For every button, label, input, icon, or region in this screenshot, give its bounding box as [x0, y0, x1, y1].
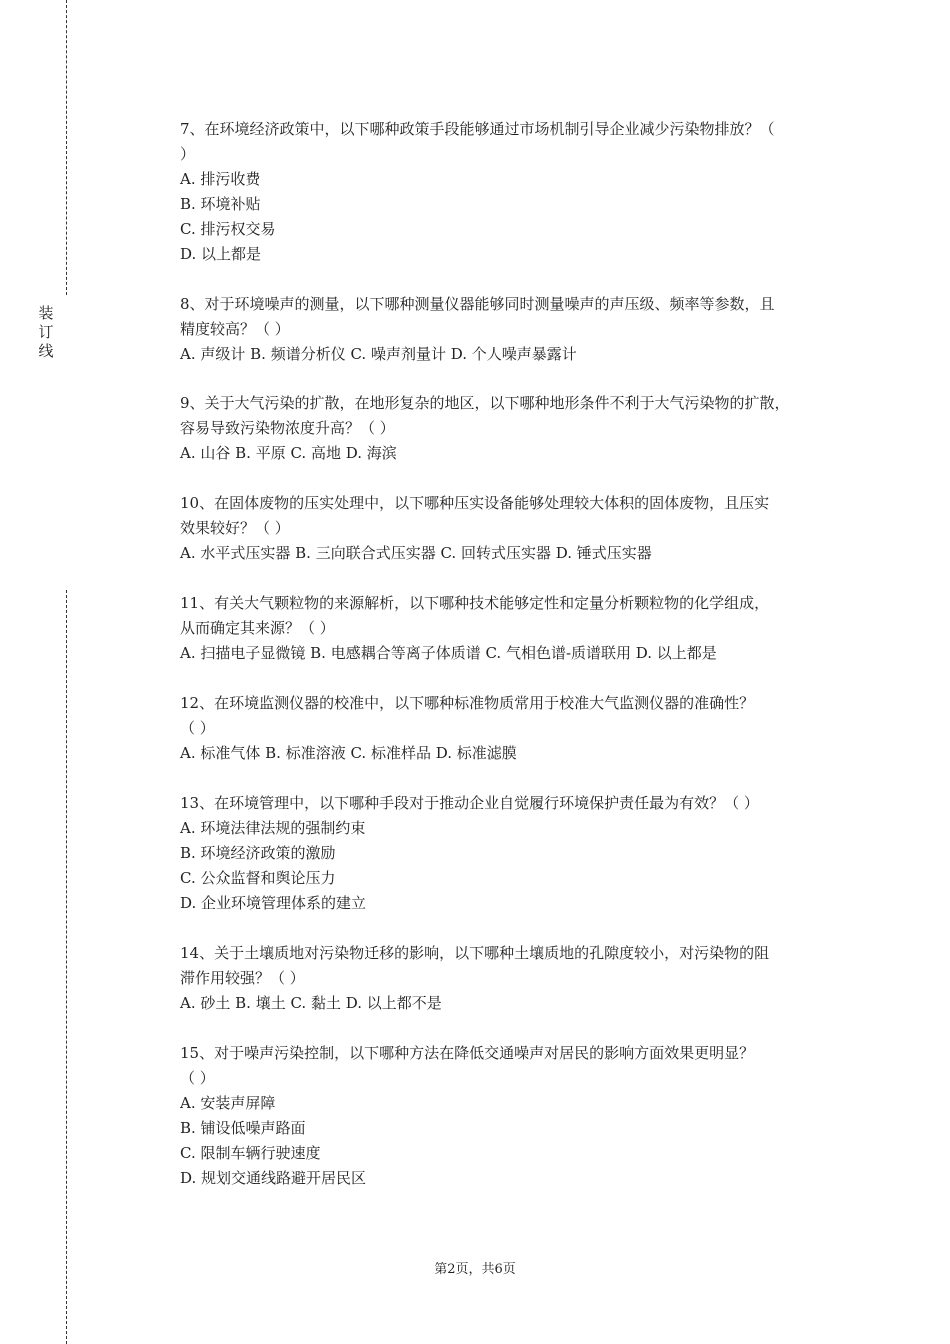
- question-line: C. 公众监督和舆论压力: [180, 869, 336, 887]
- question-text: 11、有关大气颗粒物的来源解析，以下哪种技术能够定性和定量分析颗粒物的化学组成，: [180, 594, 770, 612]
- question-line: A. 声级计 B. 频谱分析仪 C. 噪声剂量计 D. 个人噪声暴露计: [180, 345, 577, 363]
- question-text: 9、关于大气污染的扩散，在地形复杂的地区，以下哪种地形条件不利于大气污染物的扩散，: [180, 394, 790, 412]
- question-line: D. 以上都是: [180, 245, 262, 263]
- question-9: [180, 391, 860, 466]
- question-text: 13、在环境管理中，以下哪种手段对于推动企业自觉履行环境保护责任最为有效？（ ）: [180, 794, 759, 812]
- question-11: [180, 591, 860, 666]
- question-line: 容易导致污染物浓度升高？（ ）: [180, 419, 395, 437]
- question-line: 从而确定其来源？（ ）: [180, 619, 335, 637]
- question-text: 14、关于土壤质地对污染物迁移的影响，以下哪种土壤质地的孔隙度较小，对污染物的阻: [180, 944, 770, 962]
- question-line: A. 安装声屏障: [180, 1094, 276, 1112]
- question-text: 10、在固体废物的压实处理中，以下哪种压实设备能够处理较大体积的固体废物，且压实: [180, 494, 770, 512]
- question-8: [180, 292, 860, 367]
- question-line: D. 企业环境管理体系的建立: [180, 894, 367, 912]
- question-line: 精度较高？（ ）: [180, 320, 290, 338]
- question-line: A. 水平式压实器 B. 三向联合式压实器 C. 回转式压实器 D. 锤式压实器: [180, 544, 652, 562]
- question-line: （ ）: [180, 719, 215, 737]
- question-15: [180, 1041, 860, 1191]
- question-10: [180, 491, 860, 566]
- page-footer: 第2页，共6页: [434, 1262, 516, 1277]
- question-line: B. 环境补贴: [180, 195, 261, 213]
- binding-label: 装订线: [38, 304, 54, 360]
- question-text: 12、在环境监测仪器的校准中，以下哪种标准物质常用于校准大气监测仪器的准确性？: [180, 694, 755, 712]
- question-line: 滞作用较强？（ ）: [180, 969, 305, 987]
- question-text: 15、对于噪声污染控制，以下哪种方法在降低交通噪声对居民的影响方面效果更明显？: [180, 1044, 755, 1062]
- question-line: ）: [180, 145, 196, 163]
- question-line: A. 排污收费: [180, 170, 261, 188]
- question-line: B. 铺设低噪声路面: [180, 1119, 306, 1137]
- question-line: C. 排污权交易: [180, 220, 276, 238]
- binding-line-top: [66, 0, 67, 295]
- question-text: 8、对于环境噪声的测量，以下哪种测量仪器能够同时测量噪声的声压级、频率等参数，且: [180, 295, 775, 313]
- question-7: [180, 117, 860, 267]
- question-line: （ ）: [180, 1069, 215, 1087]
- question-line: B. 环境经济政策的激励: [180, 844, 336, 862]
- question-line: 效果较好？（ ）: [180, 519, 290, 537]
- question-line: A. 砂土 B. 壤土 C. 黏土 D. 以上都不是: [180, 994, 442, 1012]
- question-line: A. 标准气体 B. 标准溶液 C. 标准样品 D. 标准滤膜: [180, 744, 517, 762]
- binding-line-bottom: [66, 590, 67, 1344]
- question-12: [180, 691, 860, 766]
- question-13: [180, 791, 860, 916]
- question-text: 7、在环境经济政策中，以下哪种政策手段能够通过市场机制引导企业减少污染物排放？（: [180, 120, 775, 138]
- question-line: A. 扫描电子显微镜 B. 电感耦合等离子体质谱 C. 气相色谱-质谱联用 D. 以上都是: [180, 644, 717, 662]
- question-line: A. 山谷 B. 平原 C. 高地 D. 海滨: [180, 444, 397, 462]
- question-14: [180, 941, 860, 1016]
- question-line: A. 环境法律法规的强制约束: [180, 819, 366, 837]
- question-line: C. 限制车辆行驶速度: [180, 1144, 321, 1162]
- question-line: D. 规划交通线路避开居民区: [180, 1169, 367, 1187]
